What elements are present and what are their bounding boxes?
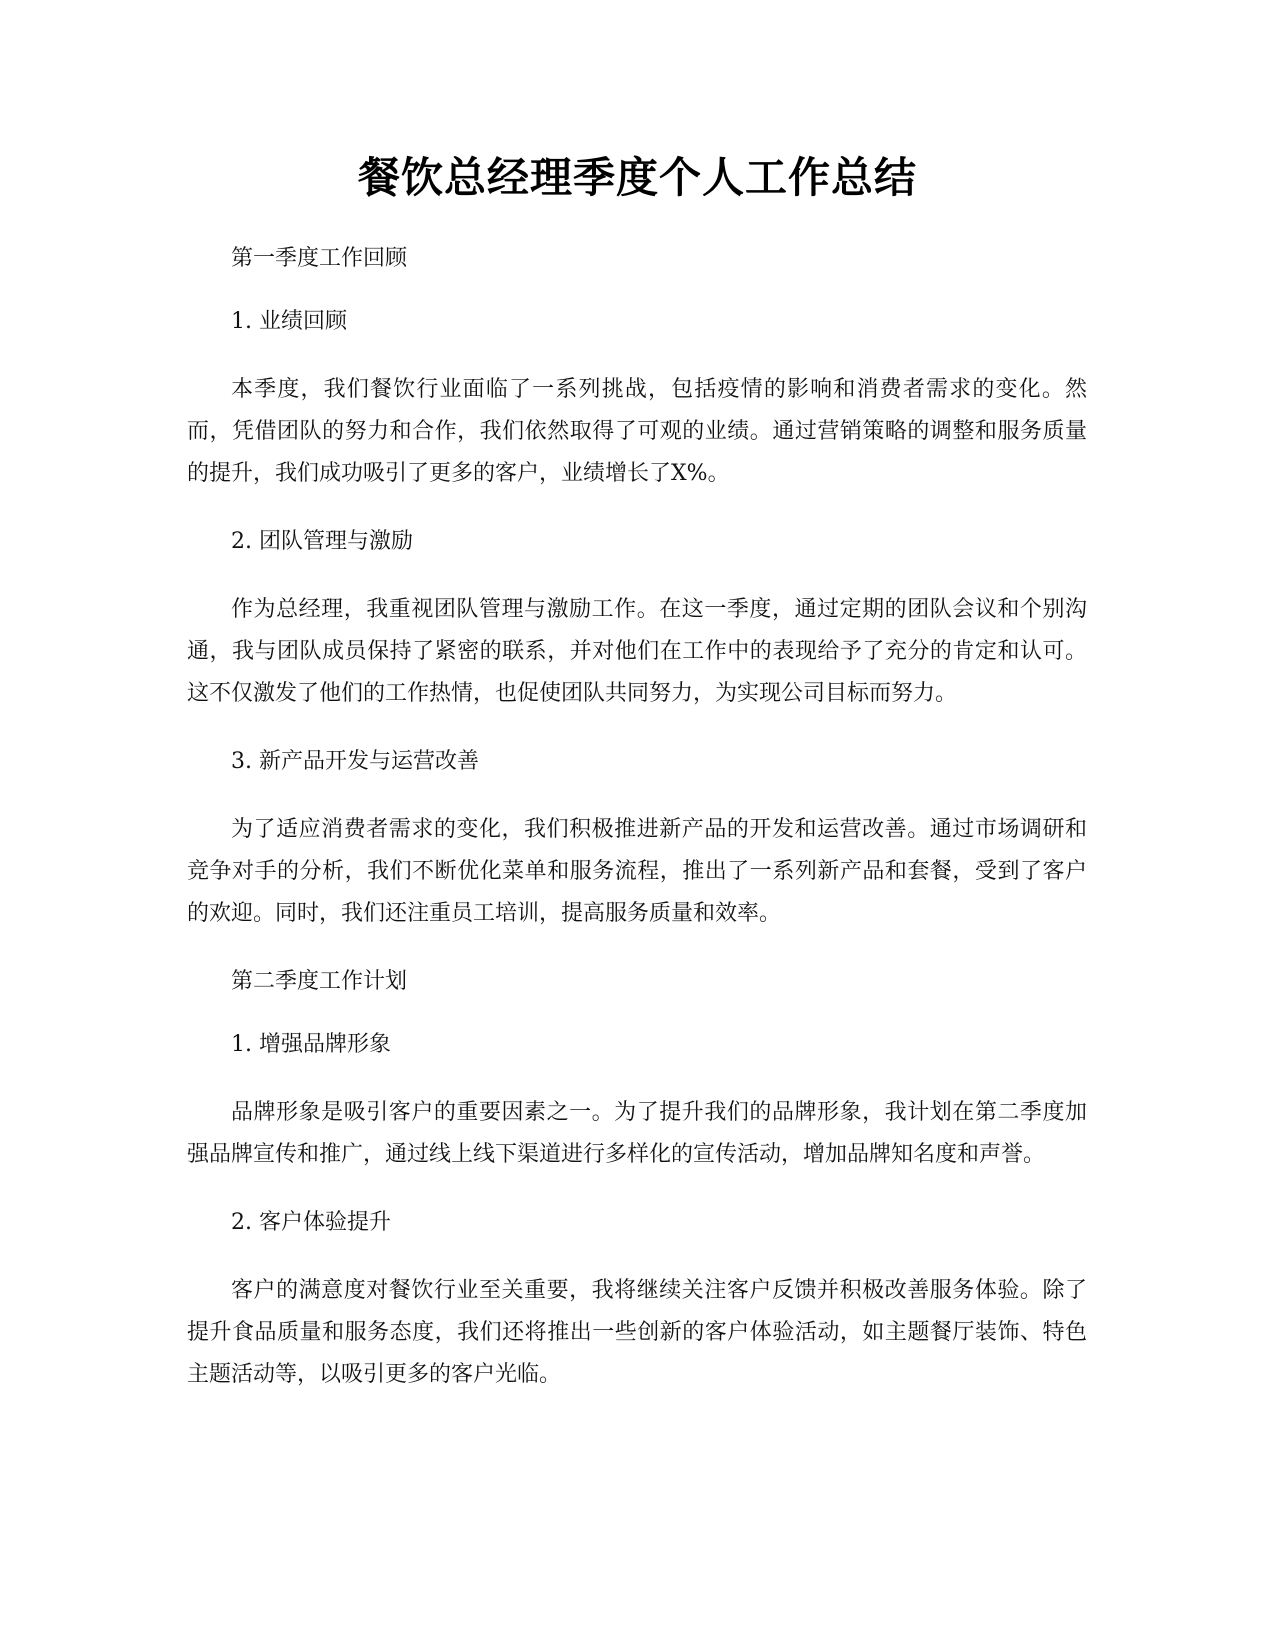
- paragraph-brand-image: 品牌形象是吸引客户的重要因素之一。为了提升我们的品牌形象，我计划在第二季度加强品牌宣传和推广，通过线上线下渠道进行多样化的宣传活动，增加品牌知名度和声誉。: [187, 1100, 1087, 1167]
- document-body: [187, 243, 1087, 1427]
- subheading-new-product: 3. 新产品开发与运营改善: [231, 749, 479, 774]
- paragraph-performance-review: 本季度，我们餐饮行业面临了一系列挑战，包括疫情的影响和消费者需求的变化。然而，凭借团队的努力和合作，我们依然取得了可观的业绩。通过营销策略的调整和服务质量的提升，我们成功吸引了更多的客户，业绩增长了X%。: [187, 377, 1087, 486]
- subheading-brand-image: 1. 增强品牌形象: [231, 1032, 391, 1057]
- subheading-customer-experience: 2. 客户体验提升: [231, 1210, 391, 1235]
- document-title: 餐饮总经理季度个人工作总结: [357, 153, 917, 202]
- subheading-team-management: 2. 团队管理与激励: [231, 529, 413, 554]
- paragraph-new-product: 为了适应消费者需求的变化，我们积极推进新产品的开发和运营改善。通过市场调研和竞争对手的分析，我们不断优化菜单和服务流程，推出了一系列新产品和套餐，受到了客户的欢迎。同时，我们还注重员工培训，提高服务质量和效率。: [187, 817, 1087, 926]
- paragraph-customer-experience: 客户的满意度对餐饮行业至关重要，我将继续关注客户反馈并积极改善服务体验。除了提升食品质量和服务态度，我们还将推出一些创新的客户体验活动，如主题餐厅装饰、特色主题活动等，以吸引更多的客户光临。: [187, 1278, 1087, 1387]
- paragraph-team-management: 作为总经理，我重视团队管理与激励工作。在这一季度，通过定期的团队会议和个别沟通，我与团队成员保持了紧密的联系，并对他们在工作中的表现给予了充分的肯定和认可。这不仅激发了他们的工作热情，也促使团队共同努力，为实现公司目标而努力。: [187, 597, 1087, 706]
- subheading-performance-review: 1. 业绩回顾: [231, 309, 347, 334]
- section-heading-q2-plan: 第二季度工作计划: [231, 969, 408, 994]
- section-heading-q1-review: 第一季度工作回顾: [231, 246, 408, 271]
